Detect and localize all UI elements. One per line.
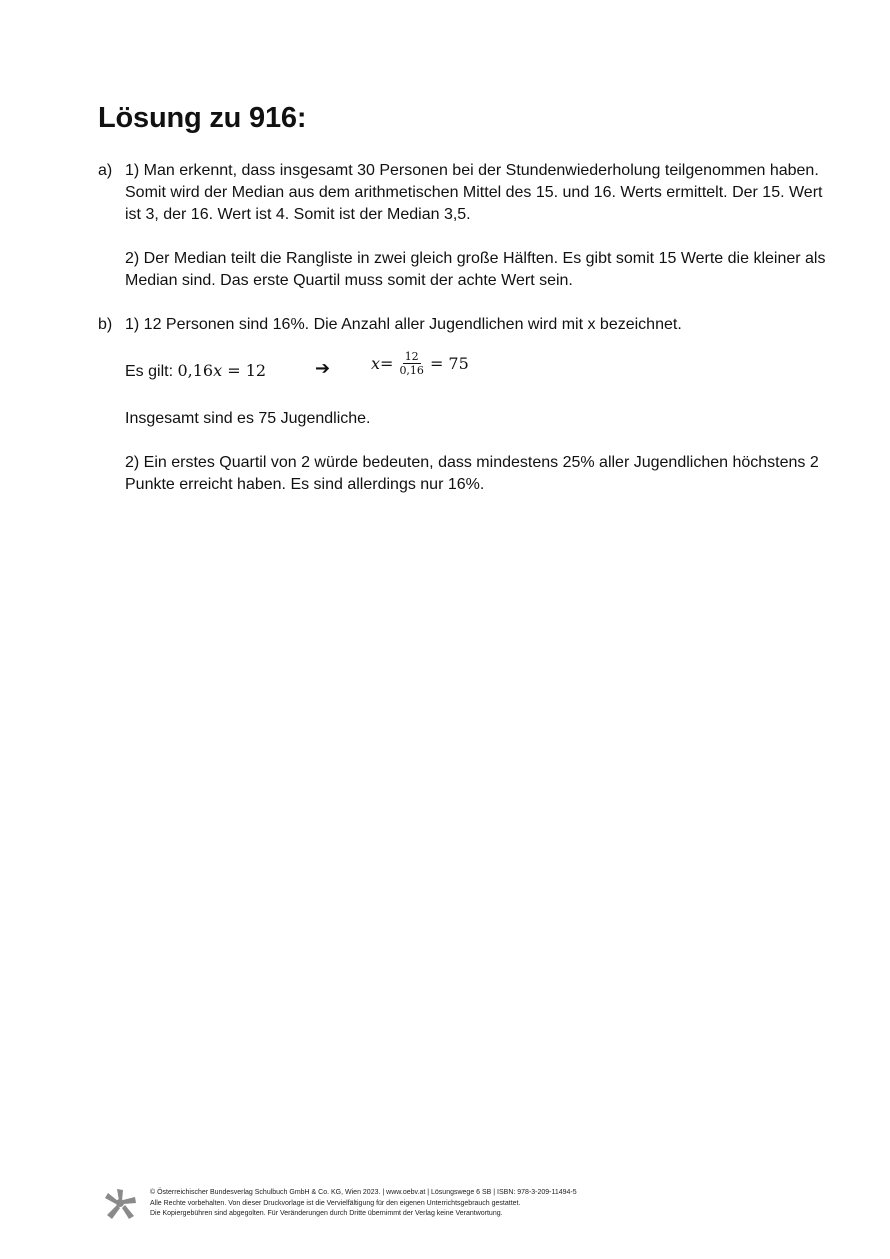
equation-right-equals: =	[380, 353, 394, 373]
footer-line-3: Die Kopiergebühren sind abgegolten. Für Veränderungen durch Dritte übernimmt der Verlag keine Verantwortung.	[150, 1210, 503, 1217]
part-b-paragraph-1: 1) 12 Personen sind 16%. Die Anzahl aller Jugendlichen wird mit x bezeichnet.	[125, 316, 682, 333]
equation-right-variable: x	[371, 353, 381, 373]
fraction-numerator: 12	[404, 350, 419, 363]
equation-row	[125, 350, 828, 398]
fraction-denominator: 0,16	[399, 364, 424, 377]
part-a-paragraph-2: 2) Der Median teilt die Rangliste in zwei gleich große Hälften. Es gibt somit 15 Werte die kleiner als Median sind. Das erste Quartil muss somit der achte Wert sein.	[125, 250, 826, 289]
equation-left-rhs: = 12	[222, 361, 267, 380]
footer	[104, 1188, 664, 1224]
part-b-paragraph-2: Insgesamt sind es 75 Jugendliche.	[125, 410, 371, 427]
part-a	[98, 160, 828, 292]
equation-variable: x	[213, 361, 223, 380]
equation-left	[125, 360, 266, 383]
solution-content	[98, 160, 828, 518]
equation-result: = 75	[429, 353, 469, 373]
part-b	[98, 314, 828, 496]
footer-line-1: © Österreichischer Bundesverlag Schulbuch GmbH & Co. KG, Wien 2023. | www.oebv.at | Lösungswege 6 SB | ISBN: 978-3-209-11494-5	[150, 1189, 577, 1196]
part-b-label: b)	[98, 316, 113, 333]
footer-text	[150, 1188, 577, 1220]
arrow-right-icon: ➔	[315, 358, 331, 379]
part-a-paragraph-1: 1) Man erkennt, dass insgesamt 30 Personen bei der Stundenwiederholung teilgenommen haben. Somit wird der Median aus dem arithmetischen Mittel des 15. und 16. Werts ermittelt. Der 15. Wert ist 3, der 16. Wert ist 4. Somit ist der Median 3,5.	[125, 162, 823, 223]
equation-coefficient: 0,16	[177, 361, 214, 380]
equation-prefix: Es gilt:	[125, 363, 178, 380]
equation-right	[371, 350, 469, 377]
part-b-paragraph-3: 2) Ein erstes Quartil von 2 würde bedeuten, dass mindestens 25% aller Jugendlichen höchstens 2 Punkte erreicht haben. Es sind allerdings nur 16%.	[125, 454, 819, 493]
page-title: Lösung zu 916:	[98, 102, 307, 134]
asterisk-logo-icon	[104, 1188, 136, 1222]
footer-line-2: Alle Rechte vorbehalten. Von dieser Druckvorlage ist die Vervielfältigung für den eigenen Unterrichtsgebrauch gestattet.	[150, 1199, 521, 1207]
fraction	[397, 350, 426, 377]
part-a-label: a)	[98, 162, 113, 179]
